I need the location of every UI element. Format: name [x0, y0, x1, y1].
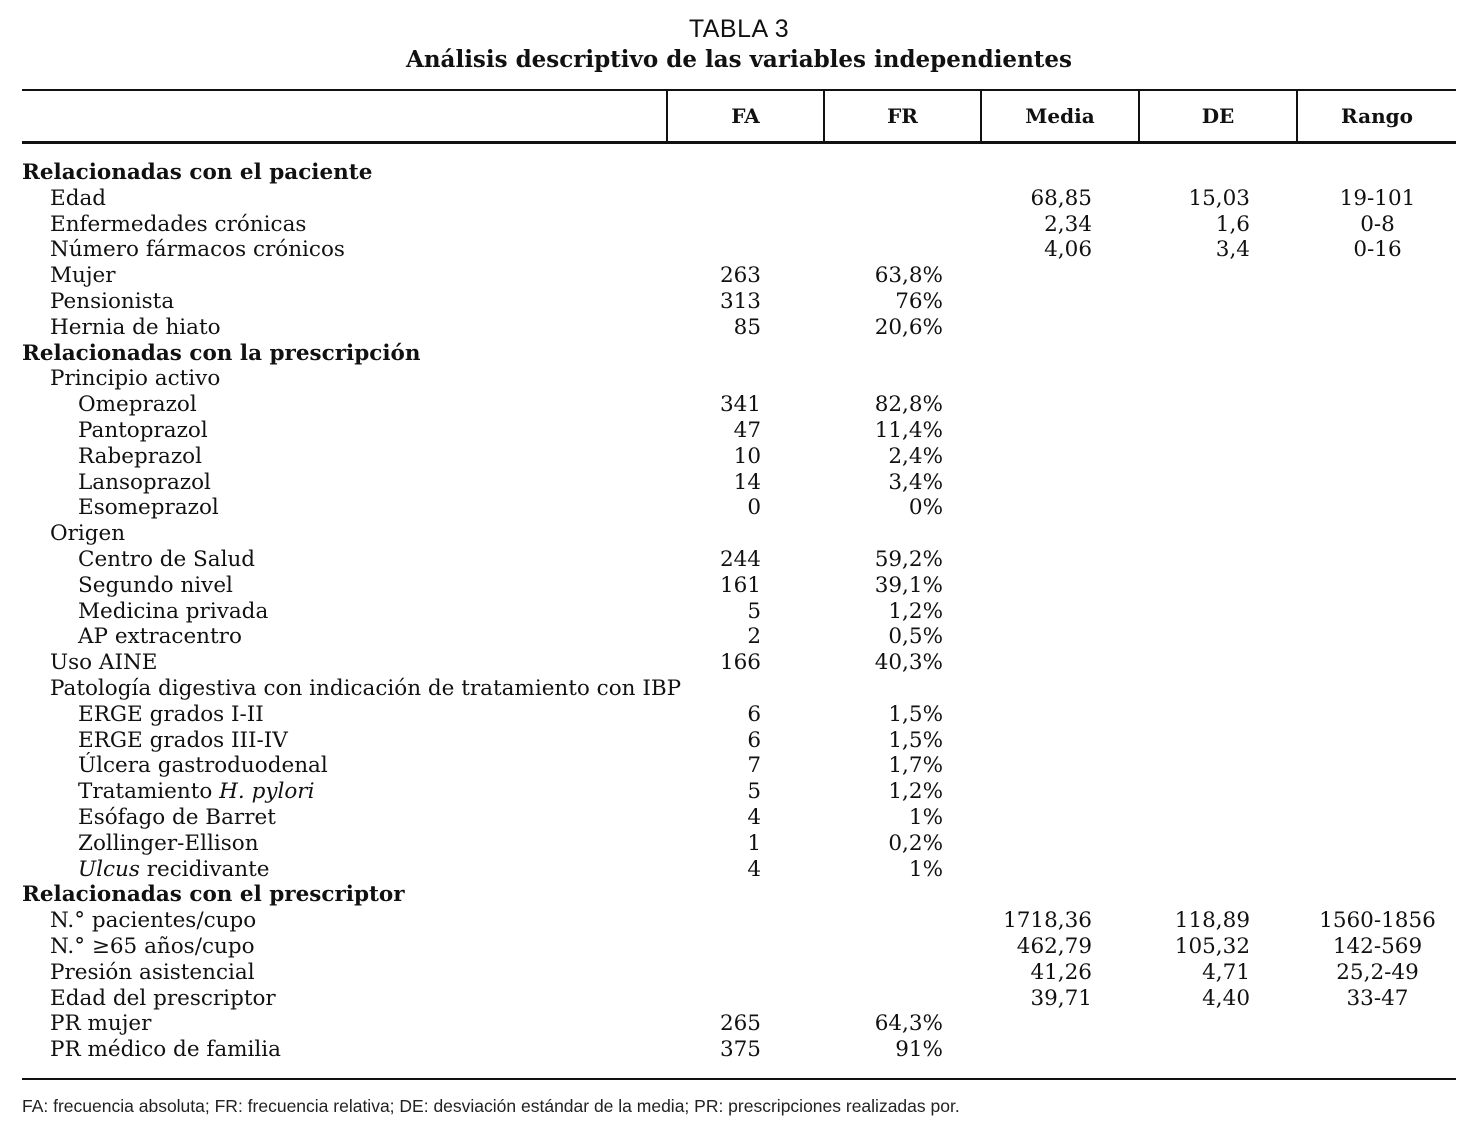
row-label-text: Segundo nivel [78, 572, 233, 598]
table-row [0, 676, 1478, 702]
cell-fr: 1,5% [888, 727, 943, 753]
row-label-text: Mujer [50, 263, 116, 289]
row-label [78, 599, 268, 625]
table-row [0, 1037, 1478, 1063]
row-label [50, 521, 125, 547]
table-row [0, 392, 1478, 418]
cell-fr: 0% [908, 495, 943, 521]
table-row [0, 934, 1478, 960]
row-label-text: Pantoprazol [78, 417, 208, 443]
row-label [78, 702, 264, 728]
cell-de: 4,40 [1202, 985, 1250, 1011]
cell-fr: 1,7% [888, 753, 943, 779]
table-row [0, 702, 1478, 728]
cell-rango: 142-569 [1332, 933, 1423, 959]
table-row [0, 237, 1478, 263]
cell-media: 68,85 [1030, 185, 1092, 211]
cell-rango: 0-8 [1360, 211, 1395, 237]
cell-fa: 313 [719, 288, 761, 314]
cell-fa: 263 [719, 263, 761, 289]
row-label-text: Patología digestiva con indicación de tratamiento con IBP [50, 675, 682, 701]
cell-rango: 1560-1856 [1319, 908, 1436, 934]
row-label [78, 418, 208, 444]
row-label [50, 263, 116, 289]
row-label-text: ERGE grados III-IV [78, 727, 288, 753]
table-row [0, 908, 1478, 934]
row-label-text: recidivante [139, 856, 270, 882]
table-body [0, 160, 1478, 1063]
cell-fr: 64,3% [874, 1011, 943, 1037]
cell-fa: 85 [733, 314, 761, 340]
table-row [0, 960, 1478, 986]
column-header-fr: FR [887, 104, 918, 128]
cell-fa: 166 [719, 650, 761, 676]
row-label-text: Edad del prescriptor [50, 985, 276, 1011]
row-label [78, 753, 328, 779]
row-label [50, 908, 256, 934]
table-row [0, 986, 1478, 1012]
row-label [50, 212, 306, 238]
table-row [0, 315, 1478, 341]
row-label [78, 779, 314, 805]
cell-rango: 25,2-49 [1336, 959, 1419, 985]
row-label-text: Relacionadas con el paciente [22, 160, 373, 185]
section-row [0, 160, 1478, 186]
section-row [0, 882, 1478, 908]
row-label-text: N.° pacientes/cupo [50, 908, 257, 934]
row-label-text: Relacionadas con el prescriptor [22, 882, 405, 908]
cell-media: 2,34 [1044, 211, 1092, 237]
table-row [0, 857, 1478, 883]
cell-fa: 161 [719, 572, 761, 598]
cell-fa: 6 [747, 701, 761, 727]
table-row [0, 366, 1478, 392]
row-label-text: Hernia de hiato [50, 314, 221, 340]
cell-media: 39,71 [1030, 985, 1092, 1011]
row-label [50, 1011, 151, 1037]
row-label [50, 186, 106, 212]
cell-media: 41,26 [1030, 959, 1092, 985]
table-row [0, 599, 1478, 625]
table-row [0, 444, 1478, 470]
row-label-text: Lansoprazol [78, 469, 211, 495]
row-label-text: Zollinger-Ellison [78, 830, 259, 856]
section-row [0, 341, 1478, 367]
cell-fa: 4 [747, 804, 761, 830]
row-label [78, 444, 202, 470]
cell-fr: 1% [908, 856, 943, 882]
bottom-rule [22, 1078, 1456, 1080]
cell-fr: 1,2% [888, 598, 943, 624]
cell-fa: 265 [719, 1011, 761, 1037]
row-label [50, 650, 157, 676]
row-label [50, 986, 276, 1012]
cell-fr: 1,2% [888, 779, 943, 805]
cell-fr: 2,4% [888, 443, 943, 469]
row-label [50, 1037, 281, 1063]
cell-de: 1,6 [1215, 211, 1250, 237]
cell-fa: 47 [733, 417, 761, 443]
header-rule [22, 141, 1456, 144]
table-row [0, 495, 1478, 521]
row-label [78, 392, 197, 418]
cell-fa: 5 [747, 779, 761, 805]
cell-fa: 6 [747, 727, 761, 753]
cell-de: 15,03 [1188, 185, 1250, 211]
row-label-text: Esomeprazol [78, 495, 219, 521]
row-label [78, 495, 219, 521]
row-label-italic: H. pylori [219, 779, 315, 805]
row-label-text: Edad [50, 185, 107, 211]
row-label [50, 315, 221, 341]
cell-rango: 0-16 [1353, 237, 1402, 263]
table-row [0, 547, 1478, 573]
cell-fa: 7 [747, 753, 761, 779]
cell-fr: 11,4% [874, 417, 943, 443]
cell-rango: 33-47 [1346, 985, 1409, 1011]
cell-de: 105,32 [1174, 933, 1250, 959]
table-row [0, 753, 1478, 779]
row-label-text: Presión asistencial [50, 959, 255, 985]
cell-fr: 59,2% [874, 546, 943, 572]
table-row [0, 186, 1478, 212]
row-label-text: Omeprazol [78, 392, 197, 418]
column-header-rango: Rango [1341, 104, 1413, 128]
table-row [0, 418, 1478, 444]
column-header-fa: FA [731, 104, 760, 128]
section-heading [22, 882, 405, 908]
table-row [0, 805, 1478, 831]
row-label-text: Medicina privada [78, 598, 269, 624]
row-label [50, 237, 345, 263]
row-label [78, 728, 288, 754]
cell-fa: 14 [733, 469, 761, 495]
cell-de: 4,71 [1202, 959, 1250, 985]
row-label [50, 960, 255, 986]
row-label-text: Origen [50, 521, 126, 547]
table-title: TABLA 3 [688, 15, 790, 43]
cell-media: 462,79 [1016, 933, 1092, 959]
cell-fa: 4 [747, 856, 761, 882]
row-label [78, 805, 276, 831]
cell-fa: 1 [747, 830, 761, 856]
row-label-italic: Ulcus [78, 856, 140, 882]
column-header-media: Media [1025, 104, 1095, 128]
cell-fr: 20,6% [874, 314, 943, 340]
cell-fr: 39,1% [874, 572, 943, 598]
row-label-text: Principio activo [50, 366, 221, 392]
table-row [0, 728, 1478, 754]
row-label [50, 289, 174, 315]
table-row [0, 212, 1478, 238]
cell-fa: 10 [733, 443, 761, 469]
section-heading [22, 341, 421, 367]
cell-fr: 1,5% [888, 701, 943, 727]
cell-fr: 0,5% [888, 624, 943, 650]
row-label [50, 676, 681, 702]
section-heading [22, 160, 372, 186]
row-label-text: AP extracentro [78, 624, 242, 650]
cell-fa: 5 [747, 598, 761, 624]
row-label-text: Úlcera gastroduodenal [78, 753, 328, 779]
row-label-text: PR médico de familia [50, 1037, 281, 1063]
cell-fr: 40,3% [874, 650, 943, 676]
table-row [0, 470, 1478, 496]
table-row [0, 779, 1478, 805]
row-label-text: Pensionista [50, 288, 175, 314]
cell-fr: 0,2% [888, 830, 943, 856]
footnote: FA: frecuencia absoluta; FR: frecuencia relativa; DE: desviación estándar de la media; PR: prescripciones realizadas por. [22, 1096, 960, 1116]
row-label [78, 831, 259, 857]
row-label [78, 547, 255, 573]
cell-fr: 63,8% [874, 263, 943, 289]
table-row [0, 289, 1478, 315]
table-row [0, 831, 1478, 857]
row-label-text: Relacionadas con la prescripción [22, 340, 421, 366]
row-label-text: ERGE grados I-II [78, 701, 264, 727]
row-label-text: Rabeprazol [78, 443, 202, 469]
cell-de: 118,89 [1174, 908, 1250, 934]
cell-fa: 375 [719, 1037, 761, 1063]
row-label-text: N.° ≥65 años/cupo [50, 933, 255, 959]
table-row [0, 521, 1478, 547]
cell-fr: 82,8% [874, 392, 943, 418]
cell-media: 1718,36 [1003, 908, 1092, 934]
cell-rango: 19-101 [1339, 185, 1416, 211]
table-row [0, 624, 1478, 650]
column-header-de: DE [1201, 104, 1235, 128]
row-label-text: Uso AINE [50, 650, 158, 676]
row-label [78, 470, 211, 496]
cell-fr: 91% [895, 1037, 943, 1063]
row-label-text: Enfermedades crónicas [50, 211, 307, 237]
table-row [0, 650, 1478, 676]
cell-fr: 76% [895, 288, 943, 314]
row-label-text: Número fármacos crónicos [50, 237, 345, 263]
table-row [0, 573, 1478, 599]
row-label-text: Tratamiento [78, 779, 220, 805]
row-label [50, 366, 220, 392]
row-label [78, 857, 270, 883]
cell-fa: 244 [719, 546, 761, 572]
table-subtitle: Análisis descriptivo de las variables independientes [405, 46, 1072, 73]
cell-de: 3,4 [1215, 237, 1250, 263]
row-label-text: PR mujer [50, 1011, 152, 1037]
row-label [78, 573, 233, 599]
cell-fr: 1% [908, 804, 943, 830]
cell-media: 4,06 [1044, 237, 1092, 263]
cell-fa: 0 [747, 495, 761, 521]
cell-fa: 2 [747, 624, 761, 650]
top-rule [22, 89, 1456, 91]
cell-fa: 341 [719, 392, 761, 418]
row-label-text: Centro de Salud [78, 546, 256, 572]
row-label [50, 934, 255, 960]
row-label [78, 624, 242, 650]
table-row [0, 1011, 1478, 1037]
table-row [0, 263, 1478, 289]
row-label-text: Esófago de Barret [78, 804, 276, 830]
cell-fr: 3,4% [888, 469, 943, 495]
